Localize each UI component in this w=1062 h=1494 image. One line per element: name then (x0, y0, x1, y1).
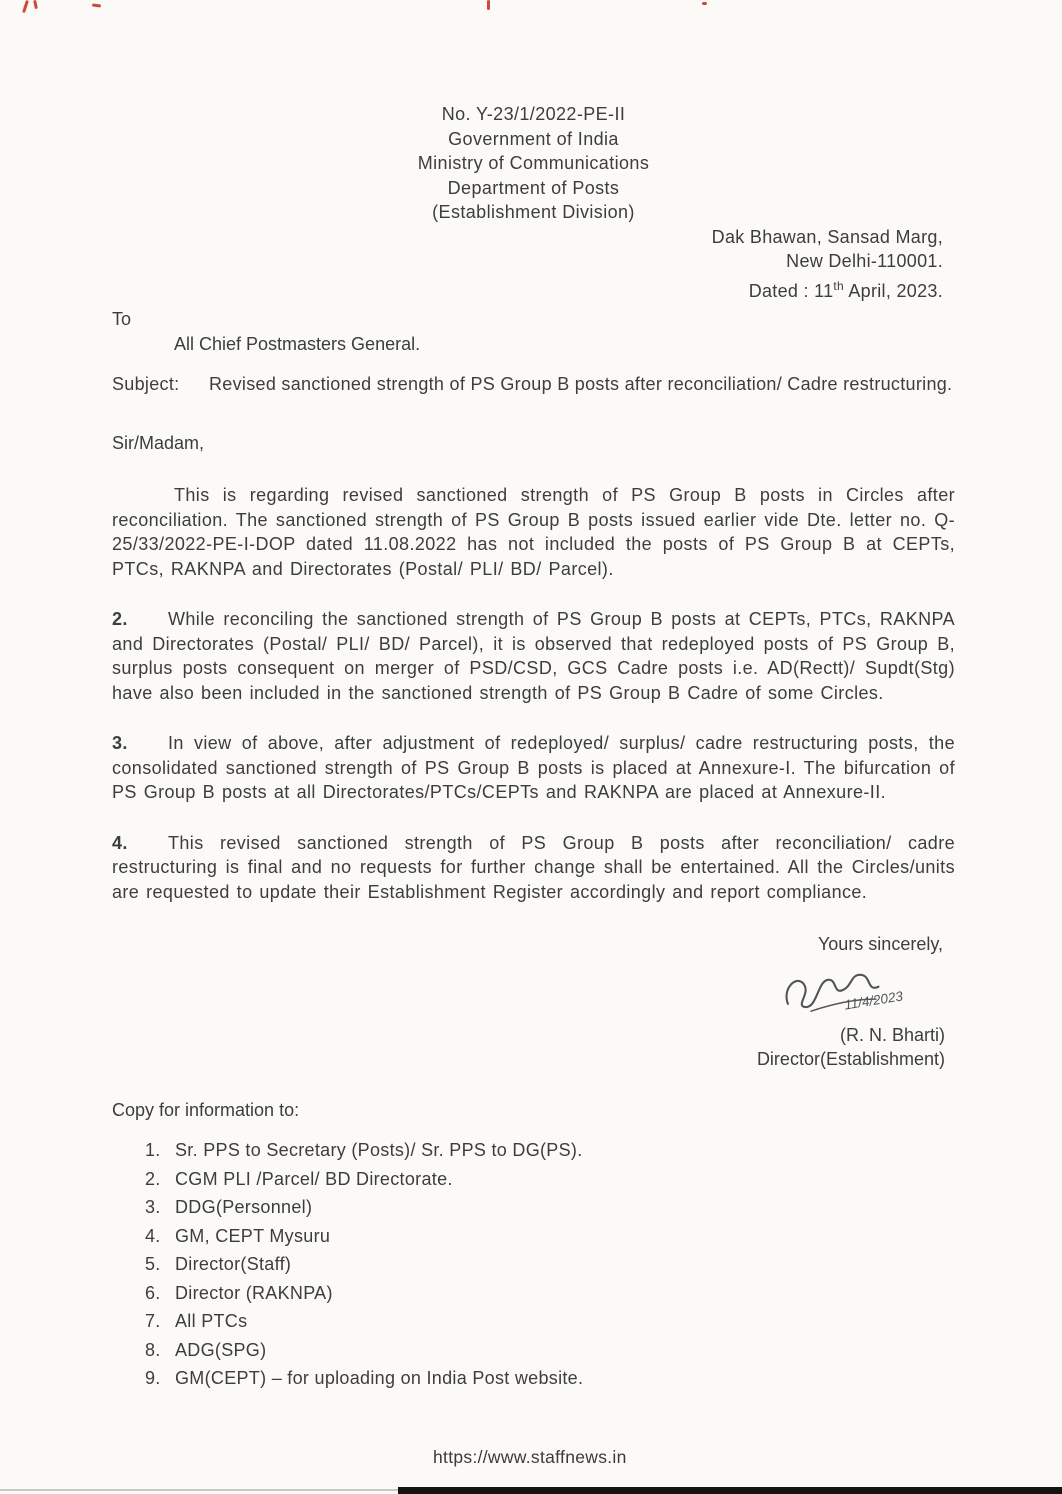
list-item-text: Sr. PPS to Secretary (Posts)/ Sr. PPS to DG(PS). (175, 1140, 583, 1160)
list-item-number: 3. (145, 1197, 161, 1217)
list-item-text: All PTCs (175, 1311, 248, 1331)
to-label: To (112, 309, 132, 329)
scan-artifact-bottom-line (0, 1489, 398, 1491)
list-item (112, 1165, 955, 1194)
list-item-number: 4. (145, 1225, 161, 1246)
list-item-text: Director(Staff) (175, 1254, 292, 1274)
list-item (112, 1136, 955, 1165)
list-item (112, 1307, 955, 1336)
handwritten-signature (769, 963, 919, 1023)
list-item-text: DDG(Personnel) (175, 1197, 313, 1217)
org-line-department: Department of Posts (447, 177, 620, 198)
list-item (112, 1279, 955, 1308)
copy-recipient-list (112, 1136, 955, 1393)
list-item-number: 7. (145, 1311, 161, 1331)
date-ordinal: th (833, 278, 845, 293)
list-item-number: 1. (145, 1140, 161, 1160)
paragraph-3-text: In view of above, after adjustment of redeployed/ surplus/ cadre restructuring posts, the consolidated sanctioned strength of PS Group B posts is placed at Annexure-I. The bifurcation of PS Group B posts at all Directorates/PTCs/CEPTs and RAKNPA are placed at Annexure-II. (112, 733, 955, 802)
date-prefix: Dated : 11 (748, 280, 834, 301)
list-item (112, 1364, 955, 1393)
list-item-number: 2. (145, 1168, 161, 1189)
subject-block (112, 372, 955, 397)
scan-artifact-bottom-bar (398, 1487, 1062, 1494)
list-item-text: CGM PLI /Parcel/ BD Directorate. (175, 1168, 453, 1189)
list-item-text: ADG(SPG) (175, 1339, 267, 1360)
list-item-text: Director (RAKNPA) (175, 1282, 333, 1303)
paragraph-3-number: 3. (112, 733, 128, 753)
letter-date (112, 274, 943, 304)
reference-number: No. Y-23/1/2022-PE-II (441, 104, 626, 124)
address-line-1: Dak Bhawan, Sansad Marg, (711, 226, 943, 247)
list-item-text: GM(CEPT) – for uploading on India Post website. (175, 1368, 584, 1388)
subject-label: Subject: (112, 374, 180, 394)
paragraph-4-number: 4. (112, 832, 128, 853)
salutation: Sir/Madam, (112, 432, 205, 453)
signatory-name: (R. N. Bharti) (839, 1024, 945, 1045)
signature-date-note: 11/4/2023 (843, 987, 904, 1013)
signatory-designation: Director(Establishment) (756, 1049, 945, 1069)
paragraph-3 (112, 731, 955, 805)
list-item (112, 1193, 955, 1222)
sender-address-block (112, 225, 955, 304)
addressee: All Chief Postmasters General. (174, 333, 421, 354)
subject-text: Revised sanctioned strength of PS Group B posts after reconciliation/ Cadre restructuring. (209, 374, 953, 394)
list-item (112, 1336, 955, 1365)
letterhead (112, 102, 955, 225)
paragraph-2-number: 2. (112, 609, 128, 629)
list-item-number: 6. (145, 1282, 161, 1303)
date-rest: April, 2023. (844, 280, 943, 301)
org-line-division: (Establishment Division) (432, 202, 635, 222)
paragraph-1: This is regarding revised sanctioned strength of PS Group B posts in Circles after reconciliation. The sanctioned strength of PS Group B posts issued earlier vide Dte. letter no. Q-25/33/2022-PE-I-DOP dated 11.08.2022 has not included the posts of PS Group B at CEPTs, PTCs, RAKNPA and Directorates (Postal/ PLI/ BD/ Parcel). (112, 485, 955, 579)
signature-block (112, 963, 955, 1072)
org-line-ministry: Ministry of Communications (417, 153, 650, 173)
paragraph-2-text: While reconciling the sanctioned strength of PS Group B posts at CEPTs, PTCs, RAKNPA and Directorates (Postal/ PLI/ BD/ Parcel), it is observed that redeployed posts of PS Group B, surplus posts consequent on merger of PSD/CSD, GCS Cadre posts i.e. AD(Rectt)/ Supdt(Stg) have also been included in the sanctioned strength of PS Group B Cadre of some Circles. (112, 609, 955, 703)
address-line-2: New Delhi-110001. (786, 251, 943, 271)
list-item-number: 5. (145, 1254, 161, 1274)
paragraph-2 (112, 607, 955, 705)
paragraph-4-text: This revised sanctioned strength of PS Group B posts after reconciliation/ cadre restructuring is final and no requests for further change shall be entertained. All the Circles/units are requested to update their Establishment Register accordingly and report compliance. (112, 832, 955, 902)
paragraph-4 (112, 831, 955, 905)
org-line-government: Government of India (448, 128, 619, 149)
watermark-url: https://www.staffnews.in (433, 1447, 627, 1467)
list-item-number: 8. (145, 1339, 161, 1360)
copy-section-heading: Copy for information to: (112, 1099, 300, 1120)
list-item-text: GM, CEPT Mysuru (175, 1225, 331, 1246)
closing-phrase: Yours sincerely, (817, 934, 943, 954)
list-item (112, 1250, 955, 1279)
list-item-number: 9. (145, 1368, 161, 1388)
list-item (112, 1222, 955, 1251)
